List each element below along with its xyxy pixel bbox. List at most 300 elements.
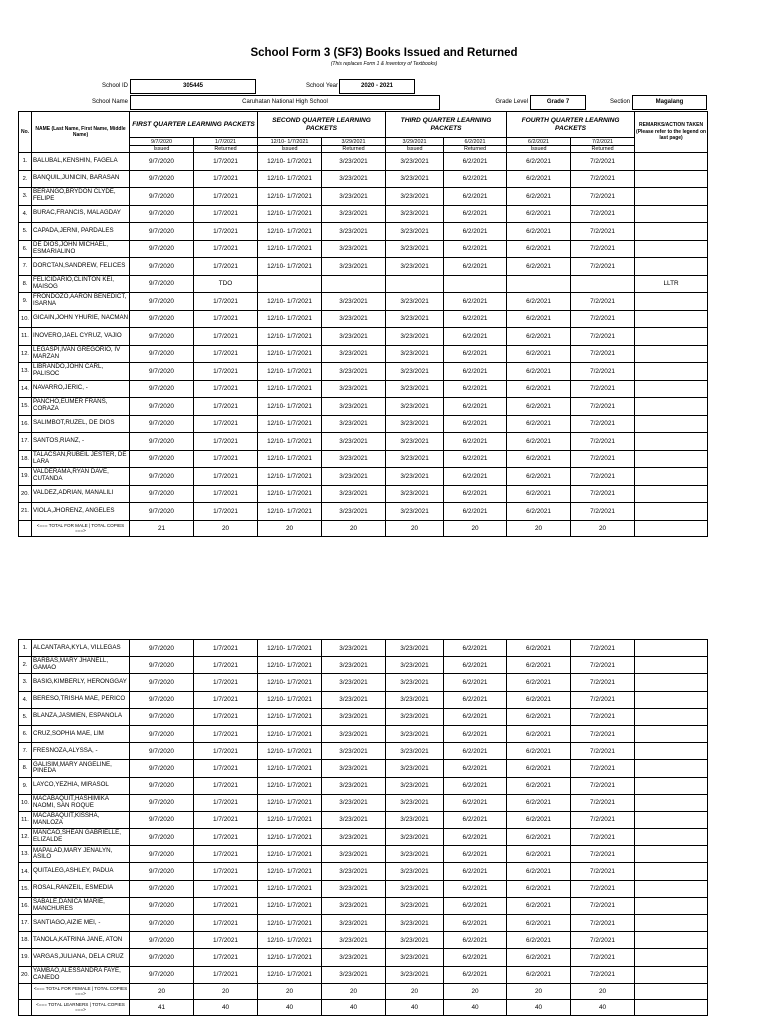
packet-date-7: 7/2/2021 [571, 880, 635, 897]
packet-date-1: 1/7/2021 [194, 691, 258, 708]
packet-date-3: 3/23/2021 [322, 205, 386, 223]
packet-date-0: 9/7/2020 [130, 640, 194, 657]
packet-date-0: 9/7/2020 [130, 468, 194, 486]
total-value-2: 40 [258, 999, 322, 1015]
packet-date-1: 1/7/2021 [194, 949, 258, 966]
packet-date-2: 12/10- 1/7/2021 [258, 310, 322, 328]
packet-date-4: 3/23/2021 [386, 915, 444, 932]
remark-cell [635, 691, 708, 708]
packet-date-3: 3/23/2021 [322, 450, 386, 468]
table-row [19, 275, 708, 293]
row-number: 5. [19, 708, 32, 725]
remark-cell [635, 777, 708, 794]
packet-date-5: 6/2/2021 [444, 293, 507, 311]
packet-date-1: 1/7/2021 [194, 760, 258, 777]
packet-date-3: 3/23/2021 [322, 725, 386, 742]
packet-date-0: 9/7/2020 [130, 398, 194, 416]
table-row [19, 863, 708, 880]
learner-name: CAPADA,JERNI, PARDALES [32, 223, 130, 241]
remark-cell [635, 345, 708, 363]
packet-date-4: 3/23/2021 [386, 966, 444, 983]
packet-date-7: 7/2/2021 [571, 363, 635, 381]
total-value-2: 20 [258, 520, 322, 536]
table-row [19, 743, 708, 760]
packet-date-7: 7/2/2021 [571, 846, 635, 863]
total-value-7: 20 [571, 983, 635, 999]
table-row [19, 240, 708, 258]
packet-date-0: 9/7/2020 [130, 240, 194, 258]
learner-name: BURAC,FRANCIS, MALAGDAY [32, 205, 130, 223]
packet-date-4: 3/23/2021 [386, 949, 444, 966]
packet-date-4: 3/23/2021 [386, 380, 444, 398]
row-number: 10. [19, 310, 32, 328]
learner-name: BARBAS,MARY JHANELL, GAMAO [32, 657, 130, 674]
packet-date-1: 1/7/2021 [194, 777, 258, 794]
learner-name: SANTOS,RIANZ, - [32, 433, 130, 451]
packet-date-0: 9/7/2020 [130, 153, 194, 171]
learner-name: FELICIDARIO,CLINTON KEI, MAISOG [32, 275, 130, 293]
total-label: <=== TOTAL LEARNERS | TOTAL COPIES ===> [32, 999, 130, 1015]
packet-date-2: 12/10- 1/7/2021 [258, 433, 322, 451]
learner-name: MAPALAD,MARY JENALYN, ASILO [32, 846, 130, 863]
learner-name: INOVERO,JAEL CYRUZ, VAJIO [32, 328, 130, 346]
remark-cell [635, 415, 708, 433]
row-number: 21. [19, 503, 32, 521]
packet-date-2: 12/10- 1/7/2021 [258, 415, 322, 433]
packet-date-2: 12/10- 1/7/2021 [258, 345, 322, 363]
packet-date-1: 1/7/2021 [194, 380, 258, 398]
packet-date-7: 7/2/2021 [571, 310, 635, 328]
packet-date-3: 3/23/2021 [322, 310, 386, 328]
packet-date-5: 6/2/2021 [444, 863, 507, 880]
packet-date-7: 7/2/2021 [571, 829, 635, 846]
total-value-6: 20 [507, 520, 571, 536]
packet-date-4: 3/23/2021 [386, 363, 444, 381]
packet-date-6: 6/2/2021 [507, 205, 571, 223]
table-row [19, 293, 708, 311]
packet-date-2: 12/10- 1/7/2021 [258, 897, 322, 914]
row-number: 15. [19, 880, 32, 897]
remark-cell [635, 949, 708, 966]
packet-date-0: 9/7/2020 [130, 863, 194, 880]
total-value-0: 41 [130, 999, 194, 1015]
remark-cell [635, 153, 708, 171]
table-row [19, 966, 708, 983]
packet-date-5: 6/2/2021 [444, 880, 507, 897]
table-row [19, 657, 708, 674]
packet-date-5: 6/2/2021 [444, 258, 507, 276]
packet-date-2: 12/10- 1/7/2021 [258, 380, 322, 398]
school-year-value: 2020 - 2021 [339, 79, 415, 94]
learner-name: VARGAS,JULIANA, DELA CRUZ [32, 949, 130, 966]
packet-date-0: 9/7/2020 [130, 949, 194, 966]
packet-date-4: 3/23/2021 [386, 293, 444, 311]
learner-name: SANTIAGO,AIZIE MEI, - [32, 915, 130, 932]
packet-date-0: 9/7/2020 [130, 880, 194, 897]
packet-date-5: 6/2/2021 [444, 777, 507, 794]
packet-date-4: 3/23/2021 [386, 794, 444, 811]
packet-date-3: 3/23/2021 [322, 760, 386, 777]
table-row [19, 691, 708, 708]
packet-date-7: 7/2/2021 [571, 170, 635, 188]
packet-date-7: 7/2/2021 [571, 398, 635, 416]
packet-date-5: 6/2/2021 [444, 691, 507, 708]
male-total-row [19, 520, 708, 536]
table-row [19, 153, 708, 171]
packet-date-0: 9/7/2020 [130, 415, 194, 433]
learner-name: BALUBAL,KENSHIN, FAGELA [32, 153, 130, 171]
school-name-value: Caruhatan National High School [130, 95, 440, 110]
packet-date-7: 7/2/2021 [571, 794, 635, 811]
table-row [19, 380, 708, 398]
school-id-value: 305445 [130, 79, 256, 94]
learner-name: LAYCO,YEZHIA, MIRASOL [32, 777, 130, 794]
packet-date-0: 9/7/2020 [130, 433, 194, 451]
packet-date-6: 6/2/2021 [507, 223, 571, 241]
packet-date-1: 1/7/2021 [194, 897, 258, 914]
row-number: 16. [19, 415, 32, 433]
packet-date-6: 6/2/2021 [507, 863, 571, 880]
packet-date-2: 12/10- 1/7/2021 [258, 398, 322, 416]
packet-date-7: 7/2/2021 [571, 915, 635, 932]
packet-date-5: 6/2/2021 [444, 657, 507, 674]
packet-date-4: 3/23/2021 [386, 468, 444, 486]
table-row [19, 760, 708, 777]
packet-date-3: 3/23/2021 [322, 657, 386, 674]
packet-date-6: 6/2/2021 [507, 691, 571, 708]
learner-name: VALDERAMA,RYAN DAVE, CUTANDA [32, 468, 130, 486]
packet-date-6: 6/2/2021 [507, 657, 571, 674]
packet-date-3: 3/23/2021 [322, 674, 386, 691]
remark-cell [635, 674, 708, 691]
row-number: 10. [19, 794, 32, 811]
packet-date-4: 3/23/2021 [386, 328, 444, 346]
total-label: <=== TOTAL FOR FEMALE | TOTAL COPIES ===> [32, 983, 130, 999]
packet-date-1: 1/7/2021 [194, 966, 258, 983]
total-value-7: 40 [571, 999, 635, 1015]
packet-date-2: 12/10- 1/7/2021 [258, 503, 322, 521]
packet-date-0: 9/7/2020 [130, 380, 194, 398]
learner-name: TANOLA,KATRINA JANE, ATON [32, 932, 130, 949]
learner-name: VALDEZ,ADRIAN, MANALILI [32, 485, 130, 503]
total-value-6: 20 [507, 983, 571, 999]
table-row [19, 205, 708, 223]
packet-date-7: 7/2/2021 [571, 205, 635, 223]
packet-date-6: 6/2/2021 [507, 794, 571, 811]
row-number: 20. [19, 485, 32, 503]
packet-date-3: 3/23/2021 [322, 188, 386, 206]
packet-date-5: 6/2/2021 [444, 433, 507, 451]
packet-date-5: 6/2/2021 [444, 205, 507, 223]
packet-date-6: 6/2/2021 [507, 725, 571, 742]
packet-date-3: 3/23/2021 [322, 363, 386, 381]
packet-date-5: 6/2/2021 [444, 450, 507, 468]
packet-date-5: 6/2/2021 [444, 223, 507, 241]
grade-level-value: Grade 7 [530, 95, 586, 110]
packet-date-0: 9/7/2020 [130, 966, 194, 983]
learner-name: GALISIM,MARY ANGELINE, PINEDA [32, 760, 130, 777]
packet-date-0: 9/7/2020 [130, 915, 194, 932]
packet-date-4: 3/23/2021 [386, 657, 444, 674]
packet-date-3: 3/23/2021 [322, 433, 386, 451]
packet-date-6: 6/2/2021 [507, 415, 571, 433]
packet-date-2: 12/10- 1/7/2021 [258, 170, 322, 188]
packet-date-7: 7/2/2021 [571, 345, 635, 363]
packet-date-3: 3/23/2021 [322, 932, 386, 949]
packet-date-4: 3/23/2021 [386, 345, 444, 363]
table-row [19, 468, 708, 486]
learner-name: MACABAQUIT,KISSHA, MANLOZA [32, 811, 130, 828]
packet-date-1: 1/7/2021 [194, 223, 258, 241]
packet-date-4: 3/23/2021 [386, 829, 444, 846]
table-row [19, 450, 708, 468]
packet-date-7: 7/2/2021 [571, 503, 635, 521]
packet-date-0: 9/7/2020 [130, 708, 194, 725]
packet-date-3: 3/23/2021 [322, 170, 386, 188]
row-number: 11. [19, 811, 32, 828]
total-label: <=== TOTAL FOR MALE | TOTAL COPIES ===> [32, 520, 130, 536]
packet-date-3: 3/23/2021 [322, 345, 386, 363]
packet-date-5: 6/2/2021 [444, 725, 507, 742]
packet-date-3 [322, 275, 386, 293]
table-row [19, 170, 708, 188]
packet-date-0: 9/7/2020 [130, 503, 194, 521]
packet-date-3: 3/23/2021 [322, 485, 386, 503]
remark-cell [635, 829, 708, 846]
packet-date-2: 12/10- 1/7/2021 [258, 863, 322, 880]
packet-date-7: 7/2/2021 [571, 932, 635, 949]
packet-date-7: 7/2/2021 [571, 450, 635, 468]
grade-level-label: Grade Level [495, 99, 528, 105]
packet-date-2: 12/10- 1/7/2021 [258, 811, 322, 828]
packet-date-7: 7/2/2021 [571, 691, 635, 708]
row-number: 2. [19, 657, 32, 674]
total-value-1: 20 [194, 520, 258, 536]
col-sub-1: Returned [194, 146, 258, 153]
packet-date-7: 7/2/2021 [571, 760, 635, 777]
remark-cell [635, 258, 708, 276]
packet-date-3: 3/23/2021 [322, 468, 386, 486]
school-id-label: School ID [101, 83, 128, 89]
form-title: School Form 3 (SF3) Books Issued and Returned [250, 47, 518, 59]
packet-date-6: 6/2/2021 [507, 345, 571, 363]
table-row [19, 258, 708, 276]
total-value-5: 20 [444, 983, 507, 999]
packet-date-5: 6/2/2021 [444, 640, 507, 657]
packet-date-1: 1/7/2021 [194, 170, 258, 188]
packet-date-3: 3/23/2021 [322, 398, 386, 416]
packet-date-4: 3/23/2021 [386, 846, 444, 863]
col-date-5: 6/2/2021 [444, 138, 507, 146]
col-q3-header: THIRD QUARTER LEARNING PACKETS [386, 112, 507, 138]
remark-cell [635, 485, 708, 503]
table-row [19, 640, 708, 657]
table-row [19, 811, 708, 828]
row-number: 5. [19, 223, 32, 241]
learner-name: FRESNOZA,ALYSSA, - [32, 743, 130, 760]
packet-date-4: 3/23/2021 [386, 240, 444, 258]
packet-date-6: 6/2/2021 [507, 811, 571, 828]
row-number: 3. [19, 674, 32, 691]
col-date-6: 6/2/2021 [507, 138, 571, 146]
table-row [19, 398, 708, 416]
packet-date-1: 1/7/2021 [194, 657, 258, 674]
packet-date-6: 6/2/2021 [507, 897, 571, 914]
packet-date-1: 1/7/2021 [194, 450, 258, 468]
packet-date-0: 9/7/2020 [130, 223, 194, 241]
packet-date-3: 3/23/2021 [322, 915, 386, 932]
packet-date-7: 7/2/2021 [571, 258, 635, 276]
packet-date-0: 9/7/2020 [130, 760, 194, 777]
packet-date-5: 6/2/2021 [444, 846, 507, 863]
packet-date-2: 12/10- 1/7/2021 [258, 949, 322, 966]
remark-cell [635, 310, 708, 328]
packet-date-1: 1/7/2021 [194, 743, 258, 760]
row-number: 19. [19, 468, 32, 486]
total-value-5: 40 [444, 999, 507, 1015]
packet-date-7: 7/2/2021 [571, 863, 635, 880]
row-number: 7. [19, 743, 32, 760]
table-row [19, 777, 708, 794]
packet-date-4: 3/23/2021 [386, 691, 444, 708]
packet-date-0: 9/7/2020 [130, 932, 194, 949]
packet-date-6: 6/2/2021 [507, 328, 571, 346]
packet-date-2: 12/10- 1/7/2021 [258, 293, 322, 311]
packet-date-6: 6/2/2021 [507, 760, 571, 777]
packet-date-4: 3/23/2021 [386, 640, 444, 657]
packet-date-7: 7/2/2021 [571, 949, 635, 966]
learner-name: TALACSAN,RUBEIL JESTER, DE LARA [32, 450, 130, 468]
packet-date-7: 7/2/2021 [571, 293, 635, 311]
packet-date-2: 12/10- 1/7/2021 [258, 880, 322, 897]
learner-name: FRONDOZO,AARON BENEDICT, ISARNA [32, 293, 130, 311]
remark-cell [635, 433, 708, 451]
packet-date-2: 12/10- 1/7/2021 [258, 258, 322, 276]
packet-date-5: 6/2/2021 [444, 966, 507, 983]
packet-date-5: 6/2/2021 [444, 915, 507, 932]
col-q1-header: FIRST QUARTER LEARNING PACKETS [130, 112, 258, 138]
remark-cell [635, 363, 708, 381]
table-row [19, 708, 708, 725]
packet-date-4: 3/23/2021 [386, 485, 444, 503]
learner-name: ALCANTARA,KYLA, VILLEGAS [32, 640, 130, 657]
packet-date-7: 7/2/2021 [571, 433, 635, 451]
packet-date-2: 12/10- 1/7/2021 [258, 674, 322, 691]
packet-date-4: 3/23/2021 [386, 153, 444, 171]
packet-date-2: 12/10- 1/7/2021 [258, 363, 322, 381]
packet-date-0: 9/7/2020 [130, 170, 194, 188]
learner-name: MACABAQUIT,HASHIMIKA NAOMI, SAN ROQUE [32, 794, 130, 811]
packet-date-2: 12/10- 1/7/2021 [258, 205, 322, 223]
col-sub-4: Issued [386, 146, 444, 153]
col-sub-7: Returned [571, 146, 635, 153]
table-row [19, 932, 708, 949]
col-q4-header: FOURTH QUARTER LEARNING PACKETS [507, 112, 635, 138]
remark-cell [635, 398, 708, 416]
packet-date-6: 6/2/2021 [507, 674, 571, 691]
row-number: 13. [19, 846, 32, 863]
col-date-4: 3/29/2021 [386, 138, 444, 146]
remark-cell [635, 657, 708, 674]
row-number: 2. [19, 170, 32, 188]
col-name-header: NAME (Last Name, First Name, Middle Name) [32, 112, 130, 153]
packet-date-5: 6/2/2021 [444, 708, 507, 725]
row-number: 8. [19, 275, 32, 293]
packet-date-0: 9/7/2020 [130, 846, 194, 863]
col-no-header: No. [19, 112, 32, 153]
packet-date-1: 1/7/2021 [194, 363, 258, 381]
packet-date-4: 3/23/2021 [386, 880, 444, 897]
packet-date-6: 6/2/2021 [507, 153, 571, 171]
remark-cell [635, 708, 708, 725]
packet-date-7: 7/2/2021 [571, 328, 635, 346]
packet-date-0: 9/7/2020 [130, 275, 194, 293]
packet-date-0: 9/7/2020 [130, 188, 194, 206]
learner-name: MANCAO,SHEAN GABRIELLE, ELIZALDE [32, 829, 130, 846]
remark-cell [635, 468, 708, 486]
table-row [19, 328, 708, 346]
learner-name: BANQUIL,JUNICIN, BARASAN [32, 170, 130, 188]
packet-date-3: 3/23/2021 [322, 846, 386, 863]
packet-date-1: 1/7/2021 [194, 503, 258, 521]
packet-date-4: 3/23/2021 [386, 743, 444, 760]
packet-date-2: 12/10- 1/7/2021 [258, 915, 322, 932]
remark-cell [635, 743, 708, 760]
packet-date-2: 12/10- 1/7/2021 [258, 760, 322, 777]
row-number: 13. [19, 363, 32, 381]
packet-date-2: 12/10- 1/7/2021 [258, 829, 322, 846]
packet-date-5: 6/2/2021 [444, 760, 507, 777]
remark-cell [635, 897, 708, 914]
total-value-3: 20 [322, 983, 386, 999]
packet-date-4: 3/23/2021 [386, 170, 444, 188]
packet-date-7: 7/2/2021 [571, 657, 635, 674]
learner-name: SABALE,DANICA MARIE, MANCHURES [32, 897, 130, 914]
packet-date-7: 7/2/2021 [571, 708, 635, 725]
packet-date-0: 9/7/2020 [130, 657, 194, 674]
packet-date-3: 3/23/2021 [322, 223, 386, 241]
packet-date-1: 1/7/2021 [194, 310, 258, 328]
col-q2-header: SECOND QUARTER LEARNING PACKETS [258, 112, 386, 138]
packet-date-4: 3/23/2021 [386, 503, 444, 521]
remark-cell [635, 640, 708, 657]
packet-date-5: 6/2/2021 [444, 170, 507, 188]
packet-date-6: 6/2/2021 [507, 640, 571, 657]
row-number: 14. [19, 380, 32, 398]
school-year-label: School Year [305, 83, 338, 89]
packet-date-2: 12/10- 1/7/2021 [258, 485, 322, 503]
packet-date-2: 12/10- 1/7/2021 [258, 240, 322, 258]
packet-date-1: TDO [194, 275, 258, 293]
packet-date-0: 9/7/2020 [130, 205, 194, 223]
packet-date-4: 3/23/2021 [386, 398, 444, 416]
packet-date-5: 6/2/2021 [444, 949, 507, 966]
packet-date-0: 9/7/2020 [130, 829, 194, 846]
total-remark [635, 520, 708, 536]
packet-date-7: 7/2/2021 [571, 223, 635, 241]
packet-date-1: 1/7/2021 [194, 915, 258, 932]
packet-date-2: 12/10- 1/7/2021 [258, 468, 322, 486]
packet-date-6: 6/2/2021 [507, 258, 571, 276]
total-value-3: 40 [322, 999, 386, 1015]
packet-date-5: 6/2/2021 [444, 485, 507, 503]
learner-name: BLANZA,JASMIEN, ESPANOLA [32, 708, 130, 725]
row-number: 18. [19, 932, 32, 949]
total-value-4: 20 [386, 520, 444, 536]
section-value: Magalang [632, 95, 707, 110]
packet-date-2: 12/10- 1/7/2021 [258, 223, 322, 241]
packet-date-2: 12/10- 1/7/2021 [258, 725, 322, 742]
